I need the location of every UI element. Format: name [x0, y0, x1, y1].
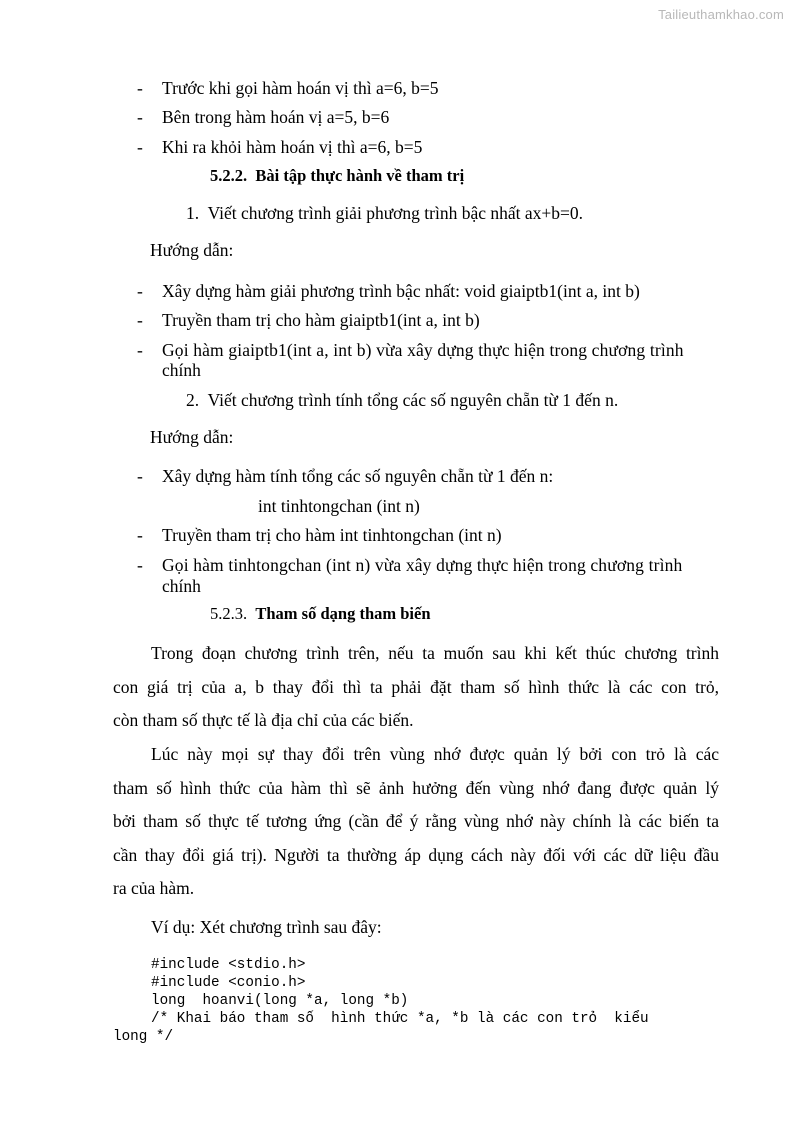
list-item: Truyền tham trị cho hàm giaiptb1(int a, int b) — [162, 310, 480, 330]
paragraph-line: con giá trị của a, b thay đổi thì ta phải đặt tham số hình thức là các con trỏ, — [113, 676, 719, 697]
paragraph-line: ra của hàm. — [113, 878, 195, 898]
bullet-dash: - — [137, 466, 143, 486]
bullet-dash: - — [137, 555, 143, 575]
paragraph-line: cần thay đổi giá trị). Người ta thường áp dụng cách này đối với các dữ liệu đầu — [113, 844, 719, 865]
guide-label: Hướng dẫn: — [150, 427, 234, 447]
section-number: 5.2.3. — [210, 604, 248, 623]
exercise-2-title — [186, 390, 618, 410]
guide-label: Hướng dẫn: — [150, 240, 234, 260]
paragraph-line: còn tham số thực tế là địa chỉ của các biến. — [113, 710, 414, 730]
bullet-dash: - — [137, 281, 143, 301]
paragraph-line: Trong đoạn chương trình trên, nếu ta muốn sau khi kết thúc chương trình — [151, 643, 719, 663]
exercise-number: 1. — [186, 203, 200, 223]
code-line: #include <stdio.h> — [151, 957, 306, 973]
paragraph-2 — [113, 738, 719, 906]
bullet-dash: - — [137, 310, 143, 330]
paragraph-1 — [113, 637, 719, 738]
section-heading-523 — [210, 604, 431, 624]
section-title: Tham số dạng tham biến — [255, 604, 431, 623]
code-line: #include <conio.h> — [151, 975, 306, 991]
paragraph-line: bởi tham số thực tế tương ứng (cần để ý rằng vùng nhớ này chính là các biến ta — [113, 811, 719, 831]
watermark: Tailieuthamkhao.com — [658, 7, 784, 22]
section-heading-522 — [210, 166, 464, 186]
code-line: /* Khai báo tham số hình thức *a, *b là các con trỏ kiểu — [151, 1011, 649, 1027]
list-item: Trước khi gọi hàm hoán vị thì a=6, b=5 — [162, 78, 439, 98]
function-signature: int tinhtongchan (int n) — [258, 496, 420, 516]
paragraph-line: tham số hình thức của hàm thì sẽ ảnh hưởng đến vùng nhớ đang được quản lý — [113, 777, 719, 798]
list-item-continuation: chính — [162, 576, 201, 596]
bullet-dash: - — [137, 525, 143, 545]
list-item: Xây dựng hàm tính tổng các số nguyên chẵn từ 1 đến n: — [162, 466, 554, 486]
example-label: Ví dụ: Xét chương trình sau đây: — [151, 917, 382, 937]
list-item: Khi ra khỏi hàm hoán vị thì a=6, b=5 — [162, 137, 423, 157]
list-item: Xây dựng hàm giải phương trình bậc nhất: void giaiptb1(int a, int b) — [162, 281, 640, 301]
bullet-dash: - — [137, 340, 143, 360]
bullet-dash: - — [137, 107, 143, 127]
exercise-text: Viết chương trình giải phương trình bậc nhất ax+b=0. — [207, 203, 584, 223]
bullet-dash: - — [137, 78, 143, 98]
list-item: Gọi hàm tinhtongchan (int n) vừa xây dựng thực hiện trong chương trình — [162, 555, 683, 575]
list-item: Truyền tham trị cho hàm int tinhtongchan (int n) — [162, 525, 502, 545]
exercise-number: 2. — [186, 390, 200, 410]
exercise-1-title — [186, 203, 583, 223]
section-number: 5.2.2. — [210, 166, 248, 185]
section-title: Bài tập thực hành về tham trị — [255, 166, 465, 185]
code-line: long */ — [113, 1029, 174, 1045]
code-line: long hoanvi(long *a, long *b) — [151, 993, 409, 1009]
paragraph-line: Lúc này mọi sự thay đổi trên vùng nhớ được quản lý bởi con trỏ là các — [151, 744, 719, 764]
list-item-continuation: chính — [162, 360, 201, 380]
list-item: Bên trong hàm hoán vị a=5, b=6 — [162, 107, 390, 127]
list-item: Gọi hàm giaiptb1(int a, int b) vừa xây dựng thực hiện trong chương trình — [162, 340, 684, 360]
exercise-text: Viết chương trình tính tổng các số nguyên chẵn từ 1 đến n. — [207, 390, 619, 410]
bullet-dash: - — [137, 137, 143, 157]
